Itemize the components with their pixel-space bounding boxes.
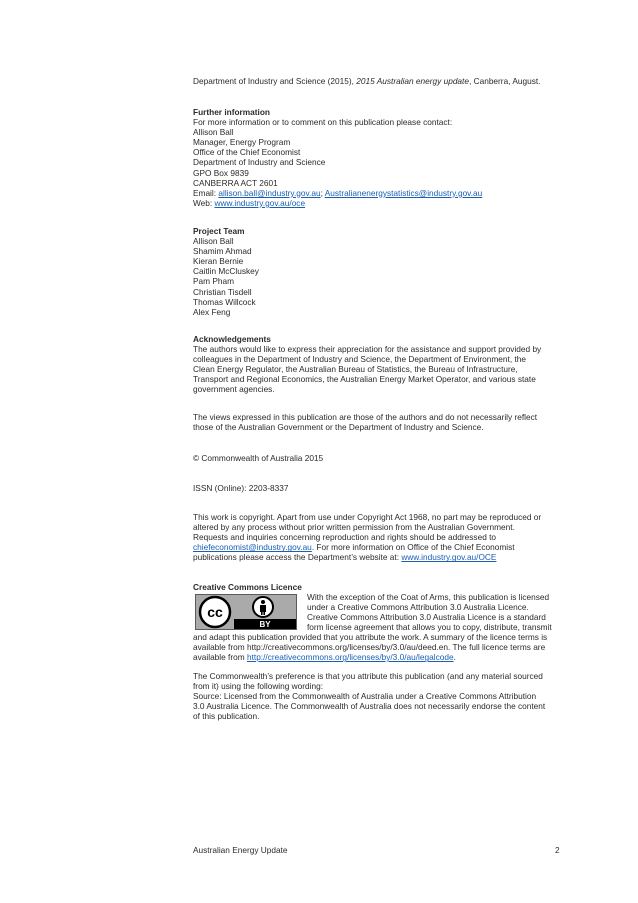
further-information-line: Department of Industry and Science	[193, 157, 326, 168]
citation-line: Department of Industry and Science (2015), 2015 Australian energy update, Canberra, August.	[193, 76, 541, 86]
project-team-section	[193, 226, 563, 317]
team-member: Christian Tisdell	[193, 286, 252, 297]
footer-title: Australian Energy Update	[193, 845, 288, 855]
creative-commons-heading: Creative Commons Licence	[193, 582, 302, 592]
further-information-line: For more information or to comment on this publication please contact:	[193, 117, 453, 128]
cc-text: cc	[207, 604, 223, 620]
cc-by-logo-icon	[196, 595, 296, 629]
cc-line: Creative Commons Attribution 3.0 Australia Licence is a standard	[307, 612, 546, 623]
views-line: The views expressed in this publication are those of the authors and do not necessarily reflect	[193, 412, 538, 422]
email-line: Email: allison.ball@industry.gov.au; Australianenergystatistics@industry.gov.au	[193, 187, 483, 198]
attribution-preference	[193, 671, 563, 721]
copyright-line: altered by any process without prior written permission from the Australian Government.	[193, 522, 515, 533]
copyright-line: Requests and inquiries concerning reproduction and rights should be addressed to	[193, 532, 497, 543]
copyright-paragraph	[193, 512, 563, 562]
acknowledgements-line: Transport and Regional Economics, the Australian Energy Market Operator, and various state	[193, 374, 536, 385]
citation-block	[193, 76, 563, 86]
team-member: Thomas Willcock	[193, 296, 256, 307]
cc-line: under a Creative Commons Attribution 3.0 Australia Licence.	[307, 602, 529, 613]
team-member: Alex Feng	[193, 306, 231, 317]
acknowledgements-section	[193, 334, 563, 395]
cc-description	[307, 592, 552, 632]
chief-economist-email-link[interactable]: chiefeconomist@industry.gov.au	[193, 542, 312, 553]
views-line: those of the Australian Government or the Department of Industry and Science.	[193, 422, 484, 433]
team-member: Allison Ball	[193, 236, 234, 247]
email-link-ball[interactable]: allison.ball@industry.gov.au	[218, 187, 321, 198]
acknowledgements-line: colleagues in the Department of Industry and Science, the Department of Environment, the	[193, 354, 526, 365]
creative-commons-heading-block	[193, 582, 563, 592]
web-link-oce[interactable]: www.industry.gov.au/oce	[214, 197, 306, 208]
copyright-line: chiefeconomist@industry.gov.au. For more information on Office of the Chief Economist	[193, 542, 515, 553]
team-member: Caitlin McCluskey	[193, 266, 259, 277]
team-member: Pam Pham	[193, 276, 235, 287]
copyright-line: publications please access the Department’s website at: www.industry.gov.au/OCE	[193, 552, 497, 563]
web-line: Web: www.industry.gov.au/oce	[193, 197, 306, 208]
department-website-link[interactable]: www.industry.gov.au/OCE	[401, 552, 497, 563]
further-information-line: Allison Ball	[193, 127, 234, 138]
acknowledgements-line: government agencies.	[193, 384, 275, 395]
views-disclaimer	[193, 412, 563, 432]
cc-continuation	[193, 632, 563, 662]
copyright-notice: © Commonwealth of Australia 2015	[193, 453, 324, 463]
cc-by-text: BY	[259, 620, 271, 629]
further-information-line: GPO Box 9839	[193, 167, 249, 178]
issn-line: ISSN (Online): 2203-8337	[193, 483, 289, 493]
attribution-line: of this publication.	[193, 711, 260, 722]
attribution-line: The Commonwealth’s preference is that you attribute this publication (and any material sourced	[193, 671, 543, 681]
cc-line: form license agreement that allows you to copy, distribute, transmit	[307, 622, 552, 633]
cc-line: With the exception of the Coat of Arms, this publication is licensed	[307, 592, 550, 602]
team-member: Kieran Bernie	[193, 256, 244, 267]
project-team-heading: Project Team	[193, 226, 245, 236]
attribution-line: Source: Licensed from the Commonwealth of Australia under a Creative Commons Attribution	[193, 691, 537, 702]
page-number: 2	[555, 845, 560, 855]
cc-line: available from http://creativecommons.org/licenses/by/3.0/au/legalcode.	[193, 652, 456, 663]
team-member: Shamim Ahmad	[193, 246, 252, 257]
acknowledgements-line: The authors would like to express their appreciation for the assistance and support provided by	[193, 344, 542, 355]
creative-commons-row	[193, 592, 563, 632]
copyright-line: This work is copyright. Apart from use under Copyright Act 1968, no part may be reproduced or	[193, 512, 542, 522]
email-link-statistics[interactable]: Australianenergystatistics@industry.gov.au	[324, 187, 483, 198]
further-information-section	[193, 107, 563, 208]
further-information-line: Office of the Chief Economist	[193, 147, 301, 158]
acknowledgements-line: Clean Energy Regulator, the Australian Bureau of Statistics, the Bureau of Infrastructure,	[193, 364, 518, 375]
further-information-line: CANBERRA ACT 2601	[193, 177, 278, 188]
cc-by-licence-badge	[195, 594, 297, 630]
attribution-line: from it) using the following wording:	[193, 681, 324, 692]
attribution-line: 3.0 Australia Licence. The Commonwealth of Australia does not necessarily endorse the content	[193, 701, 546, 712]
further-information-line: Manager, Energy Program	[193, 137, 291, 148]
further-information-heading: Further information	[193, 107, 270, 117]
cc-line: available from http://creativecommons.org/licenses/by/3.0/au/deed.en. The full licence terms are	[193, 642, 546, 653]
acknowledgements-heading: Acknowledgements	[193, 334, 271, 344]
legal-code-link[interactable]: http://creativecommons.org/licenses/by/3.0/au/legalcode	[246, 652, 454, 663]
cc-line: and adapt this publication provided that you attribute the work. A summary of the licence terms is	[193, 632, 548, 642]
